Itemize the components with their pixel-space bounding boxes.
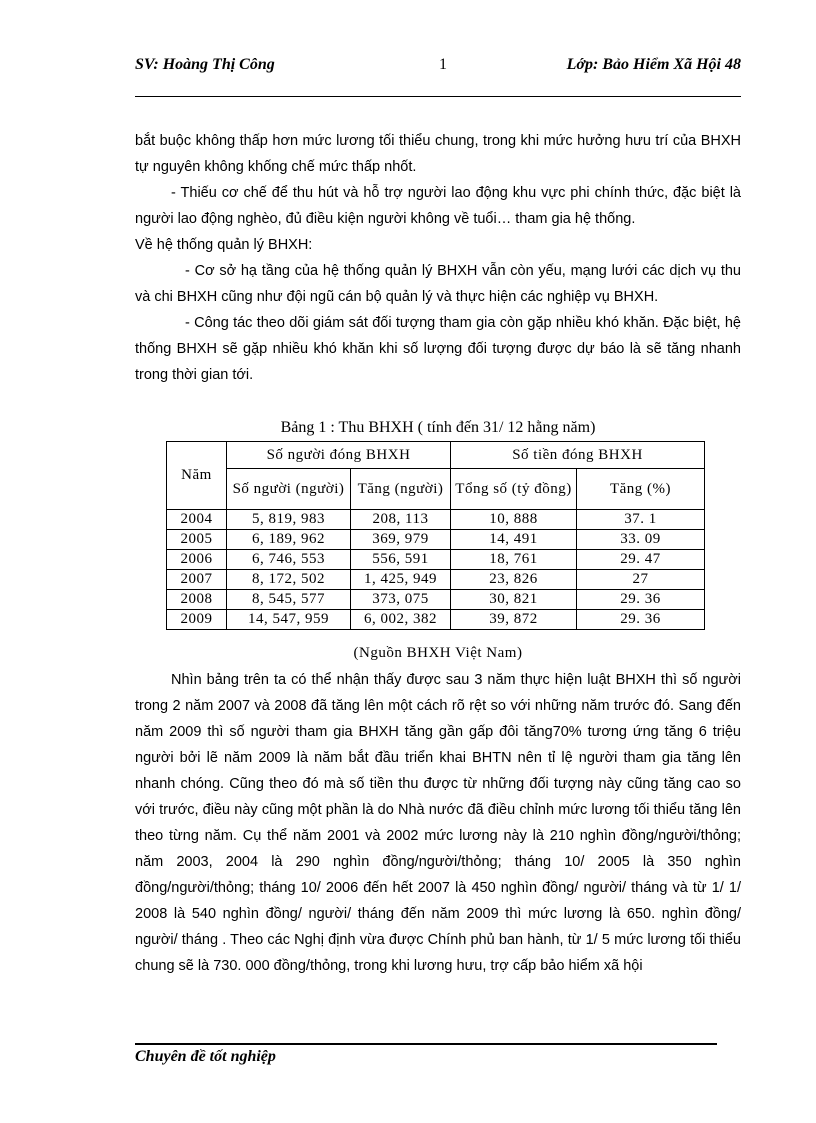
paragraph-5: - Công tác theo dõi giám sát đối tượng tham gia còn gặp nhiều khó khăn. Đặc biệt, hệ thống BHXH sẽ gặp nhiều khó khăn khi số lượng đối tượng được dự báo là sẽ tăng nhanh trong thời gian tới. — [135, 315, 741, 383]
paragraph-6: Nhìn bảng trên ta có thể nhận thấy được sau 3 năm thực hiện luật BHXH thì số người trong 2 năm 2007 và 2008 đã tăng lên một cách rõ rệt so với những năm trước đó. Sang đến năm 2009 thì số người tham gia BHXH tăng gần gấp đôi tăng70% tương ứng tăng 6 triệu người bởi lẽ năm 2009 là năm bắt đầu triển khai BHTN nên tỉ lệ người tham gia tăng lên nhanh chóng. Cũng theo đó mà số tiền thu được từ những đối tượng này cũng tăng cao so với trước, điều này cũng một phần là do Nhà nước đã điều chỉnh mức lương tối thiểu tăng lên theo từng năm. Cụ thể năm 2001 và 2002 mức lương này là 210 nghìn đồng/người/thỏng; năm 2003, 2004 là 290 nghìn đồng/người/thỏng; tháng 10/ 2005 là 350 nghìn đồng/người/thỏng; tháng 10/ 2006 đến hết 2007 là 450 nghìn đồng/ người/ tháng và từ 1/ 1/ 2008 là 540 nghìn đồng/ người/ tháng đến năm 2009 thì mức lương là 650. nghìn đồng/ người/ tháng . Theo các Nghị định vừa được Chính phủ ban hành, từ 1/ 5 mức lương tối thiểu chung sẽ là 730. 000 đồng/thỏng, trong khi lương hưu, trợ cấp bảo hiểm xã hội — [135, 672, 741, 974]
cell-total: 14, 491 — [451, 530, 577, 550]
page-header — [135, 56, 741, 82]
cell-pct: 37. 1 — [577, 510, 705, 530]
cell-total: 39, 872 — [451, 610, 577, 630]
table-row — [167, 610, 705, 630]
cell-people-inc: 208, 113 — [351, 510, 451, 530]
student-name: SV: Hoàng Thị Công — [135, 56, 275, 73]
page-number: 1 — [439, 56, 447, 73]
cell-people-inc: 373, 075 — [351, 590, 451, 610]
sub-people-inc-header: Tăng (người) — [351, 469, 451, 510]
cell-total: 18, 761 — [451, 550, 577, 570]
table-row — [167, 510, 705, 530]
cell-people: 6, 746, 553 — [227, 550, 351, 570]
cell-year: 2007 — [167, 570, 227, 590]
cell-pct: 27 — [577, 570, 705, 590]
header-divider — [135, 96, 741, 97]
table-row — [167, 530, 705, 550]
cell-total: 30, 821 — [451, 590, 577, 610]
group-people-header: Số người đóng BHXH — [227, 442, 451, 469]
cell-people: 8, 545, 577 — [227, 590, 351, 610]
cell-people-inc: 556, 591 — [351, 550, 451, 570]
cell-pct: 29. 47 — [577, 550, 705, 570]
cell-year: 2004 — [167, 510, 227, 530]
paragraph-1: bắt buộc không thấp hơn mức lương tối thiểu chung, trong khi mức hưởng hưu trí của BHXH tự nguyên không khống chế mức thấp nhốt. — [135, 133, 741, 175]
cell-pct: 33. 09 — [577, 530, 705, 550]
cell-year: 2008 — [167, 590, 227, 610]
paragraph-3: Về hệ thống quản lý BHXH: — [135, 237, 313, 253]
cell-year: 2005 — [167, 530, 227, 550]
cell-pct: 29. 36 — [577, 590, 705, 610]
cell-people: 14, 547, 959 — [227, 610, 351, 630]
sub-pct-header: Tăng (%) — [577, 469, 705, 510]
cell-people-inc: 1, 425, 949 — [351, 570, 451, 590]
cell-year: 2006 — [167, 550, 227, 570]
class-name: Lớp: Bảo Hiểm Xã Hội 48 — [566, 56, 741, 73]
footer-divider — [135, 1043, 717, 1045]
sub-people-header: Số người (người) — [227, 469, 351, 510]
cell-pct: 29. 36 — [577, 610, 705, 630]
table-subheader-row — [167, 469, 705, 510]
page-footer: Chuyên đề tốt nghiệp — [135, 1048, 276, 1065]
cell-people: 8, 172, 502 — [227, 570, 351, 590]
bhxh-table — [166, 441, 705, 630]
cell-people: 5, 819, 983 — [227, 510, 351, 530]
sub-total-header: Tổng số (tỷ đồng) — [451, 469, 577, 510]
cell-people-inc: 6, 002, 382 — [351, 610, 451, 630]
cell-people: 6, 189, 962 — [227, 530, 351, 550]
table-source: (Nguồn BHXH Việt Nam) — [353, 645, 523, 661]
paragraph-2: - Thiếu cơ chế để thu hút và hỗ trợ người lao động khu vực phi chính thức, đặc biệt là người lao động nghèo, đủ điều kiện người không về tuổi… tham gia hệ thống. — [135, 185, 741, 227]
table-title: Bảng 1 : Thu BHXH ( tính đến 31/ 12 hằng năm) — [280, 419, 596, 436]
table-row — [167, 570, 705, 590]
cell-people-inc: 369, 979 — [351, 530, 451, 550]
cell-total: 10, 888 — [451, 510, 577, 530]
col-year-header: Năm — [167, 442, 227, 510]
group-money-header: Số tiền đóng BHXH — [451, 442, 705, 469]
cell-total: 23, 826 — [451, 570, 577, 590]
table-row — [167, 550, 705, 570]
table-row — [167, 590, 705, 610]
paragraph-4: - Cơ sở hạ tầng của hệ thống quản lý BHXH vẫn còn yếu, mạng lưới các dịch vụ thu và chi BHXH cũng như đội ngũ cán bộ quản lý và thực hiện các nghiệp vụ BHXH. — [135, 263, 741, 305]
cell-year: 2009 — [167, 610, 227, 630]
table-header-row — [167, 442, 705, 469]
